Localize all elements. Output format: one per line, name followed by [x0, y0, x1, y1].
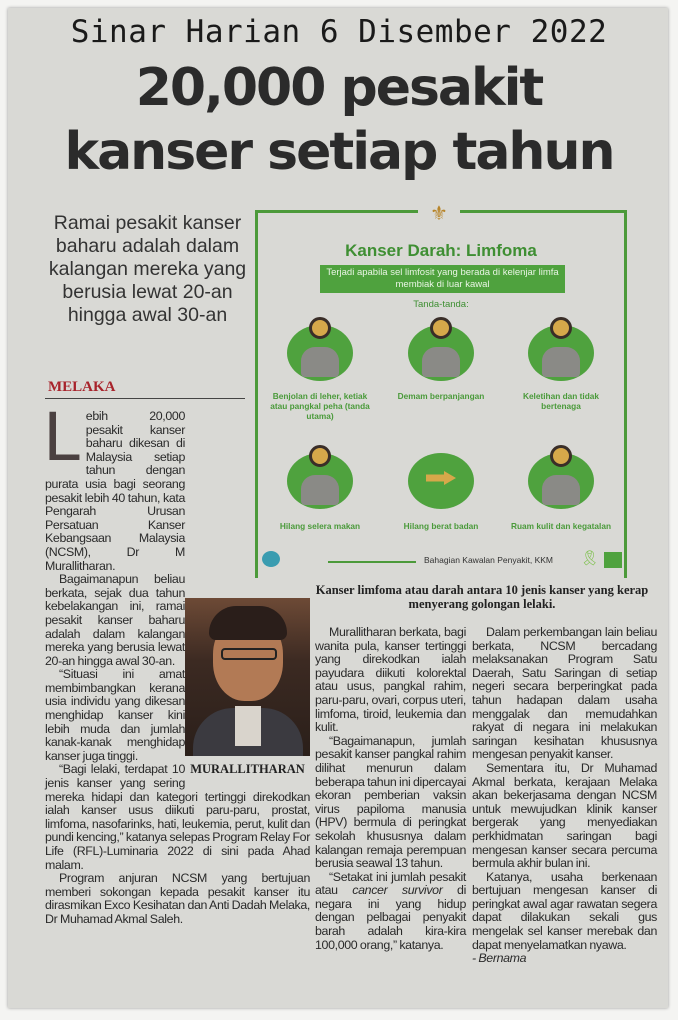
paragraph: “Bagi lelaki, terdapat 10 jenis kanser yang sering mereka hidapi dan kategori tertinggi direkodkan ialah kanser usus diikuti paru-paru, prostat, limfoma, nasofarinks, hati, leukemia, perut, kulit dan pundi kencing,” katanya selepas Program Relay For Life (RFL)-Luminaria 2022 di sini pada Ahad malam. — [45, 762, 310, 872]
fatigue-illustration-icon — [528, 325, 594, 381]
headline-line1: 20,000 pesakit — [135, 58, 543, 118]
infographic-credit: Bahagian Kawalan Penyakit, KKM — [424, 555, 553, 565]
sign-item: Hilang selera makan — [265, 453, 375, 531]
fever-illustration-icon — [408, 325, 474, 381]
coat-of-arms-icon: ⚜ — [418, 199, 460, 229]
masthead: Sinar Harian 6 Disember 2022 — [70, 14, 608, 50]
paragraph: ebih 20,000 pesakit kanser baharu dikesan di Malaysia setiap tahun dengan purata usia bagi seorang pesakit lebih 40 tahun, kata Pengarah Urusan Persatuan Kanser Kebangsaan Malaysia (NCSM), Dr M Murallitharan. — [45, 409, 185, 573]
dateline: MELAKA — [48, 379, 116, 395]
weight-loss-illustration-icon — [408, 453, 474, 509]
column-2 — [315, 626, 466, 952]
paragraph: Katanya, usaha berkenaan bertujuan mengesan kanser di peringkat awal agar rawatan segera dapat dilakukan sekali gus mengelak sel kanser merebak dan dapat menyelamatkan nyawa. — [472, 869, 657, 952]
paragraph: “Bagaimanapun, jumlah pesakit kanser pangkal rahim dilihat menurun dalam beberapa tahun ini dipercayai ekoran pemberian vaksin virus papiloma manusia (HPV) bermula di peringkat sekolah khususnya dalam kalangan remaja perempuan berusia seawal 13 tahun. — [315, 733, 466, 871]
agency-logo-icon — [262, 551, 280, 567]
paragraph: Sementara itu, Dr Muhamad Akmal berkata, kerajaan Melaka akan bekerjasama dengan NCSM untuk mewujudkan klinik kanser bergerak yang menyediakan perkhidmatan saringan bagi mengesan kanser secara percuma bermula akhir bulan ini. — [472, 760, 657, 871]
infographic — [255, 203, 627, 578]
sign-item: Keletihan dan tidak bertenaga — [506, 325, 616, 411]
paragraph: Bagaimanapun beliau berkata, sejak dua tahun kebelakangan ini, ramai pesakit kanser baharu adalah dalam kalangan mereka yang berusia lewat 20-an hingga awal 30-an. — [45, 572, 185, 668]
kkm-logo-icon — [604, 552, 622, 568]
infographic-subtitle: Terjadi apabila sel limfosit yang berada di kelenjar limfa membiak di luar kawal — [320, 265, 565, 293]
paragraph: “Situasi ini amat membimbangkan kerana usia individu yang dikesan menghidap kanser kini lebih muda dan jumlah kanak-kanak menghidap kanser juga tinggi. — [45, 667, 185, 763]
paragraph: “Setakat ini jumlah pesakit atau cancer survivor di negara ini yang hidup dengan pelbagai penyakit barah adalah kira-kira 100,000 orang,” katanya. — [315, 869, 466, 952]
paragraph: Dalam perkembangan lain beliau berkata, NCSM bercadang melaksanakan Program Satu Daerah, Satu Saringan di setiap negeri secara berperingkat pada tahun hadapan dalam usaha menggalak dan memudahkan rakyat di negara ini melakukan saringan kesihatan khususnya mengesan penyakit kanser. — [472, 625, 657, 762]
infographic-caption: Kanser limfoma atau darah antara 10 jenis kanser yang kerap menyerang golongan lelaki. — [315, 583, 649, 611]
appetite-illustration-icon — [287, 453, 353, 509]
deck: Ramai pesakit kanser baharu adalah dalam kalangan mereka yang berusia lewat 20-an hingga awal 30-an — [48, 212, 247, 326]
headline-line2: kanser setiap tahun — [64, 122, 614, 182]
infographic-title: Kanser Darah: Limfoma — [345, 241, 537, 260]
paragraph: Program anjuran NCSM yang bertujuan memberi sokongan kepada pesakit kanser itu dirasmikan Exco Kesihatan dan Anti Dadah Melaka, Dr Muhamad Akmal Saleh. — [45, 871, 310, 926]
paragraph: Murallitharan berkata, bagi wanita pula, kanser tertinggi yang direkodkan ialah payudara diikuti kolorektal atau usus, pangkal rahim, paru-paru, ovari, corpus uteri, limfoma, tiroid, leukemia dan kulit. — [315, 625, 466, 735]
ribbon-icon: 🎗 — [580, 550, 600, 567]
sign-item: Ruam kulit dan kegatalan — [506, 453, 616, 531]
byline: - Bernama — [472, 951, 527, 966]
drop-cap: L — [43, 399, 80, 476]
divider — [328, 561, 416, 563]
lump-illustration-icon — [287, 325, 353, 381]
photo-caption: MURALLITHARAN — [190, 762, 305, 776]
column-3 — [472, 626, 657, 966]
portrait-photo — [185, 598, 310, 756]
sign-item: Hilang berat badan — [386, 453, 496, 531]
signs-label: Tanda-tanda: — [413, 299, 469, 310]
rash-illustration-icon — [528, 453, 594, 509]
sign-item: Benjolan di leher, ketiak atau pangkal peha (tanda utama) — [265, 325, 375, 421]
sign-item: Demam berpanjangan — [386, 325, 496, 401]
